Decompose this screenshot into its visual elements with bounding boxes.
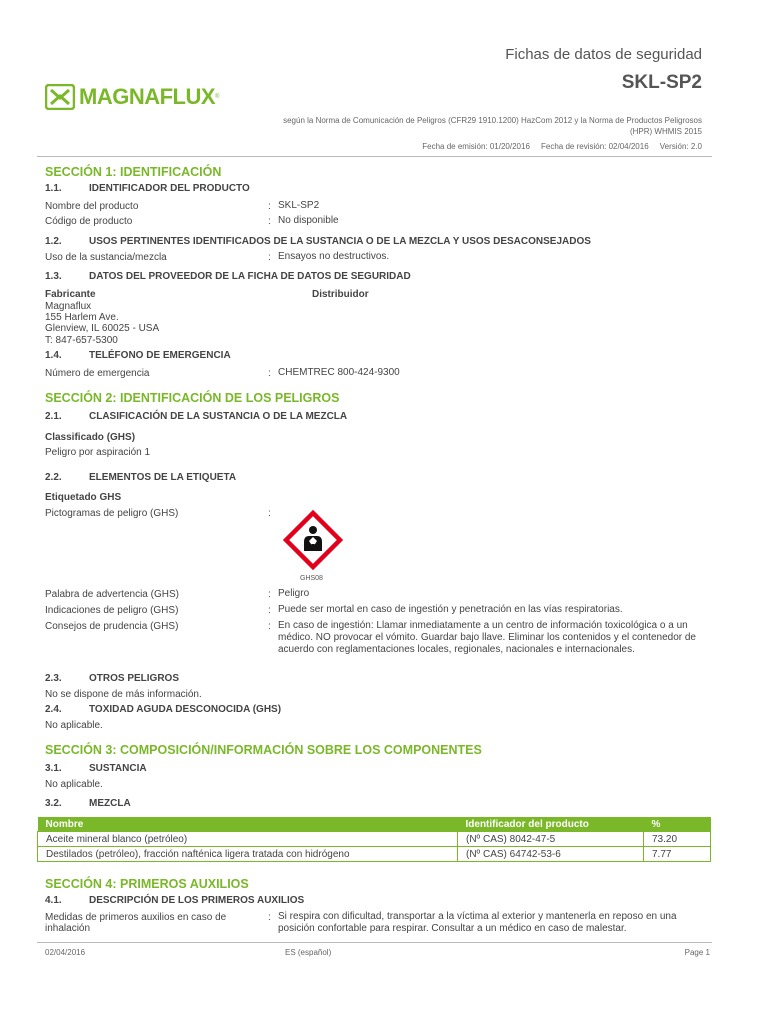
colon: : [268,605,271,616]
magnaflux-logo [45,84,219,110]
precaution-line: En caso de ingestión: Llamar inmediatamente a un centro de información toxicológica o a un [278,620,688,631]
colon: : [268,621,271,632]
logo-mark-icon [45,84,75,110]
column-header: % [644,817,711,832]
section-3-title: SECCIÓN 3: COMPOSICIÓN/INFORMACIÓN SOBRE LOS COMPONENTES [45,743,482,757]
subsection-1-4: 1.4. TELÉFONO DE EMERGENCIA [45,350,231,361]
table-cell: (Nº CAS) 8042-47-5 [458,832,644,847]
manufacturer-line: Glenview, IL 60025 - USA [45,323,160,334]
table-cell: Aceite mineral blanco (petróleo) [38,832,458,847]
precaution-label: Consejos de prudencia (GHS) [45,621,179,632]
manufacturer-line: Magnaflux [45,301,92,312]
product-code-heading: SKL-SP2 [621,72,702,93]
dates-line: Fecha de emisión: 01/20/2016 Fecha de revisión: 02/04/2016 Versión: 2.0 [422,142,702,151]
product-name-value: SKL-SP2 [278,200,320,211]
signal-label: Palabra de advertencia (GHS) [45,589,179,600]
subsection-3-2: 3.2. MEZCLA [45,798,131,809]
regulation-line-1: según la Norma de Comunicación de Peligros (CFR29 1910.1200) HazCom 2012 y la Norma de Productos Peligrosos [283,116,702,125]
subsection-2-4: 2.4. TOXIDAD AGUDA DESCONOCIDA (GHS) [45,704,282,715]
colon: : [268,252,271,263]
subsection-1-2: 1.2. USOS PERTINENTES IDENTIFICADOS DE LA SUSTANCIA O DE LA MEZCLA Y USOS DESACONSEJADOS [45,236,591,247]
document-title: Fichas de datos de seguridad [505,46,702,63]
product-code-value: No disponible [278,215,339,226]
footer-divider [37,942,712,943]
colon: : [268,368,271,379]
signal-value: Peligro [278,588,310,599]
other-hazards-value: No se dispone de más información. [45,689,202,700]
subsection-1-3: 1.3. DATOS DEL PROVEEDOR DE LA FICHA DE DATOS DE SEGURIDAD [45,271,411,282]
inhalation-label-line: inhalación [45,923,91,934]
regulation-line-2: (HPR) WHMIS 2015 [629,127,702,136]
inhalation-value-line: posición confortable para respirar. Consultar a un médico en caso de malestar. [278,923,627,934]
precaution-line: médico. NO provocar el vómito. Guardar bajo llave. Eliminar los contenidos y el contenedor de [278,632,696,643]
table-header-row [38,817,711,832]
subsection-3-1: 3.1. SUSTANCIA [45,763,147,774]
column-header: Nombre [38,817,458,832]
manufacturer-label: Fabricante [45,289,96,300]
subsection-1-1: 1.1. IDENTIFICADOR DEL PRODUCTO [45,183,250,194]
table-row [38,847,711,862]
footer-date: 02/04/2016 [45,948,86,957]
trademark-mark: ® [215,94,220,100]
subsection-2-1: 2.1. CLASIFICACIÓN DE LA SUSTANCIA O DE LA MEZCLA [45,411,348,422]
hazard-label: Indicaciones de peligro (GHS) [45,605,179,616]
classified-label: Classificado (GHS) [45,432,136,443]
manufacturer-line: T: 847-657-5300 [45,335,118,346]
subsection-4-1: 4.1. DESCRIPCIÓN DE LOS PRIMEROS AUXILIOS [45,895,305,906]
colon: : [268,201,271,212]
table-cell: 7.77 [644,847,711,862]
table-cell: Destilados (petróleo), fracción nafténica ligera tratada con hidrógeno [38,847,458,862]
classified-value: Peligro por aspiración 1 [45,447,151,458]
footer-page-number: Page 1 [684,948,710,957]
colon: : [268,912,271,923]
subsection-2-2: 2.2. ELEMENTOS DE LA ETIQUETA [45,472,237,483]
inhalation-label-line: Medidas de primeros auxilios en caso de [45,912,227,923]
hazard-value: Puede ser mortal en caso de ingestión y penetración en las vías respiratorias. [278,604,623,615]
inhalation-value-line: Si respira con dificultad, transportar a la víctima al exterior y mantenerla en reposo en una [278,911,677,922]
use-value: Ensayos no destructivos. [278,251,390,262]
table-cell: (Nº CAS) 64742-53-6 [458,847,644,862]
colon: : [268,216,271,227]
use-label: Uso de la sustancia/mezcla [45,252,167,263]
health-hazard-pictogram-icon [283,510,343,570]
subsection-2-3: 2.3. OTROS PELIGROS [45,673,180,684]
labelled-label: Etiquetado GHS [45,492,122,503]
section-1-title: SECCIÓN 1: IDENTIFICACIÓN [45,165,222,179]
toxicity-value: No aplicable. [45,720,103,731]
product-name-label: Nombre del producto [45,201,139,212]
colon: : [268,508,271,519]
precaution-line: acuerdo con reglamentaciones locales, regionales, nacionales e internacionales. [278,644,635,655]
column-header: Identificador del producto [458,817,644,832]
header-divider [37,156,712,157]
emergency-label: Número de emergencia [45,368,150,379]
distributor-label: Distribuidor [312,289,369,300]
colon: : [268,589,271,600]
substance-value: No aplicable. [45,779,103,790]
pictograms-label: Pictogramas de peligro (GHS) [45,508,179,519]
footer-language: ES (español) [285,948,332,957]
pictogram-caption: GHS08 [300,575,323,582]
section-4-title: SECCIÓN 4: PRIMEROS AUXILIOS [45,877,249,891]
mixture-table [37,817,711,862]
manufacturer-line: 155 Harlem Ave. [45,312,119,323]
section-2-title: SECCIÓN 2: IDENTIFICACIÓN DE LOS PELIGROS [45,391,340,405]
table-cell: 73.20 [644,832,711,847]
product-code-label: Código de producto [45,216,133,227]
logo-text: MAGNAFLUX [79,84,216,109]
emergency-value: CHEMTREC 800-424-9300 [278,367,400,378]
table-row [38,832,711,847]
